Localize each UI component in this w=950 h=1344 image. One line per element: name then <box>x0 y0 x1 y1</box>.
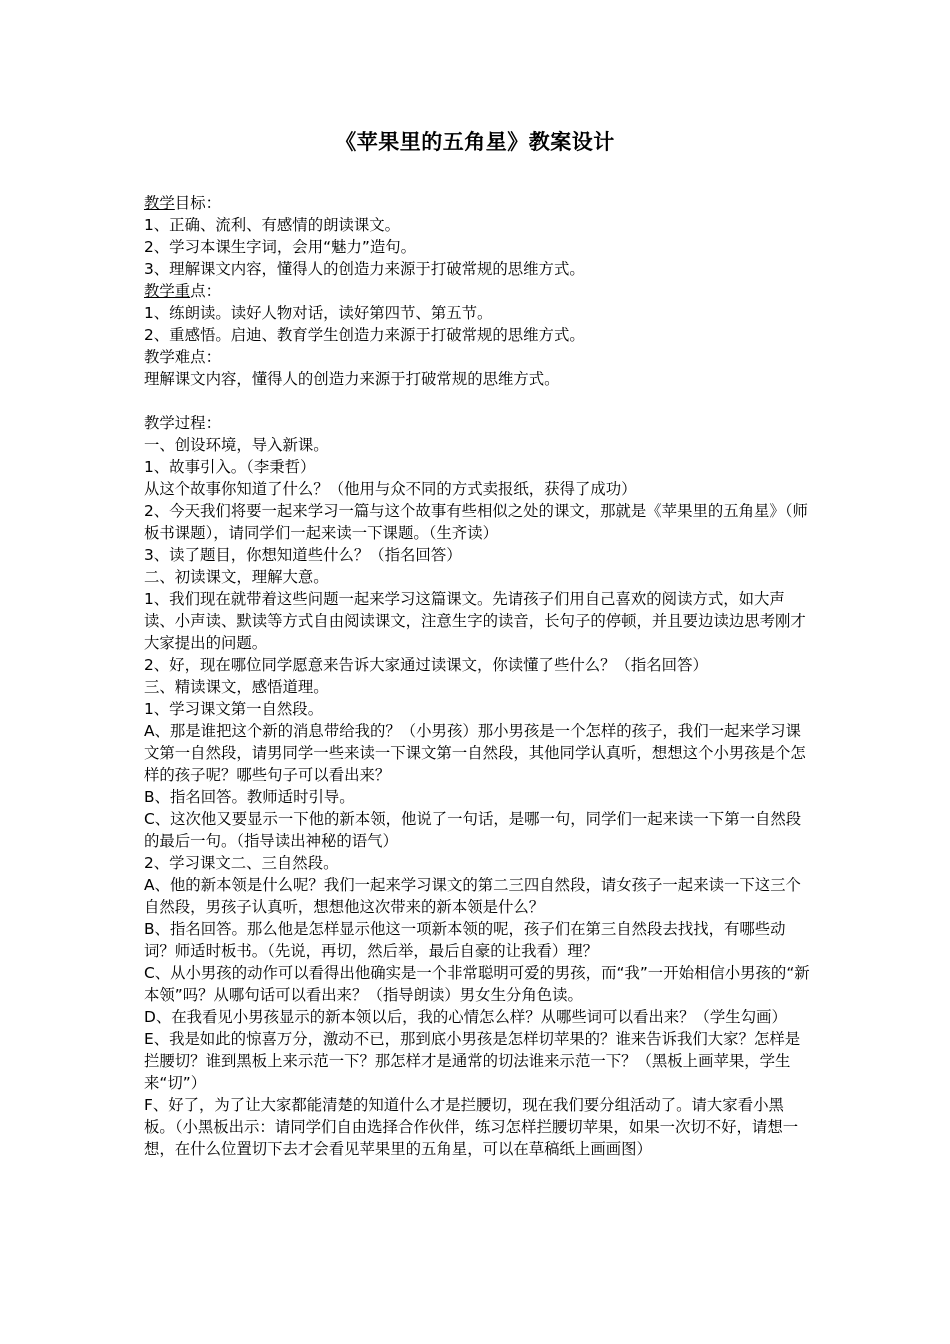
process-line: C、这次他又要显示一下他的新本领，他说了一句话，是哪一句，同学们一起来读一下第一自然段的最后一句。（指导读出神秘的语气） <box>144 810 802 850</box>
process-line: 1、学习课文第一自然段。 <box>144 700 324 718</box>
process-line: D、在我看见小男孩显示的新本领以后，我的心情怎么样？从哪些词可以看出来？（学生勾画） <box>144 1008 787 1026</box>
process-heading: 教学过程： <box>144 414 221 432</box>
section-spacer <box>144 390 814 412</box>
process-line: 2、今天我们将要一起来学习一篇与这个故事有些相似之处的课文，那就是《苹果里的五角星》（师板书课题），请同学们一起来读一下课题。（生齐读） <box>144 502 808 542</box>
document-title: 《苹果里的五角星》教案设计 <box>335 130 615 154</box>
difficulties-text: 理解课文内容，懂得人的创造力来源于打破常规的思维方式。 <box>144 370 560 388</box>
process-line: 2、学习课文二、三自然段。 <box>144 854 339 872</box>
key-points-heading-underlined: 教学重 <box>144 282 191 300</box>
key-points-heading <box>144 280 814 302</box>
key-points-heading-rest: 点： <box>190 282 221 300</box>
teaching-goals-heading-rest: 目标： <box>174 194 221 212</box>
process-line: 二、初读课文，理解大意。 <box>144 568 329 586</box>
process-line: B、指名回答。那么他是怎样显示他这一项新本领的呢，孩子们在第三自然段去找找，有哪些动词？师适时板书。（先说，再切，然后举，最后自豪的让我看）理？ <box>144 920 786 960</box>
goal-item-3: 3、理解课文内容，懂得人的创造力来源于打破常规的思维方式。 <box>144 260 585 278</box>
process-line: C、从小男孩的动作可以看得出他确实是一个非常聪明可爱的男孩，而“我”一开始相信小男孩的“新本领”吗？从哪句话可以看出来？（指导朗读）男女生分角色读。 <box>144 964 810 1004</box>
key-point-item-1: 1、练朗读。读好人物对话，读好第四节、第五节。 <box>144 304 493 322</box>
process-line: B、指名回答。教师适时引导。 <box>144 788 355 806</box>
process-line: 1、故事引入。（李秉哲） <box>144 458 316 476</box>
process-line: 一、创设环境，导入新课。 <box>144 436 329 454</box>
teaching-goals-heading-underlined: 教学 <box>144 194 175 212</box>
process-line: 三、精读课文，感悟道理。 <box>144 678 329 696</box>
process-line: 1、我们现在就带着这些问题一起来学习这篇课文。先请孩子们用自己喜欢的阅读方式，如大声读、小声读、默读等方式自由阅读课文，注意生字的读音，长句子的停顿，并且要边读边思考刚才大家提出的问题。 <box>144 590 806 652</box>
process-line: 3、读了题目，你想知道些什么？（指名回答） <box>144 546 462 564</box>
key-point-item-2: 2、重感悟。启迪、教育学生创造力来源于打破常规的思维方式。 <box>144 326 585 344</box>
document-body <box>144 192 814 1160</box>
teaching-goals-heading <box>144 192 814 214</box>
goal-item-2: 2、学习本课生字词，会用“魅力”造句。 <box>144 238 416 256</box>
process-line: A、那是谁把这个新的消息带给我的？（小男孩）那小男孩是一个怎样的孩子，我们一起来学习课文第一自然段，请男同学一些来读一下课文第一自然段，其他同学认真听，想想这个小男孩是个怎样的孩子呢？哪些句子可以看出来？ <box>144 722 806 784</box>
process-line: 2、好，现在哪位同学愿意来告诉大家通过读课文，你读懂了些什么？（指名回答） <box>144 656 708 674</box>
process-line: A、他的新本领是什么呢？我们一起来学习课文的第二三四自然段，请女孩子一起来读一下这三个自然段，男孩子认真听，想想他这次带来的新本领是什么？ <box>144 876 801 916</box>
process-line: E、我是如此的惊喜万分，激动不已，那到底小男孩是怎样切苹果的？谁来告诉我们大家？怎样是拦腰切？谁到黑板上来示范一下？那怎样才是通常的切法谁来示范一下？（黑板上画苹果，学生来“切”） <box>144 1030 801 1092</box>
process-line: F、好了，为了让大家都能清楚的知道什么才是拦腰切，现在我们要分组活动了。请大家看小黑板。（小黑板出示：请同学们自由选择合作伙伴，练习怎样拦腰切苹果，如果一次切不好，请想一想，在什么位置切下去才会看见苹果里的五角星，可以在草稿纸上画画图） <box>144 1096 799 1158</box>
goal-item-1: 1、正确、流利、有感情的朗读课文。 <box>144 216 401 234</box>
process-line: 从这个故事你知道了什么？（他用与众不同的方式卖报纸，获得了成功） <box>144 480 637 498</box>
difficulties-heading: 教学难点： <box>144 348 221 366</box>
